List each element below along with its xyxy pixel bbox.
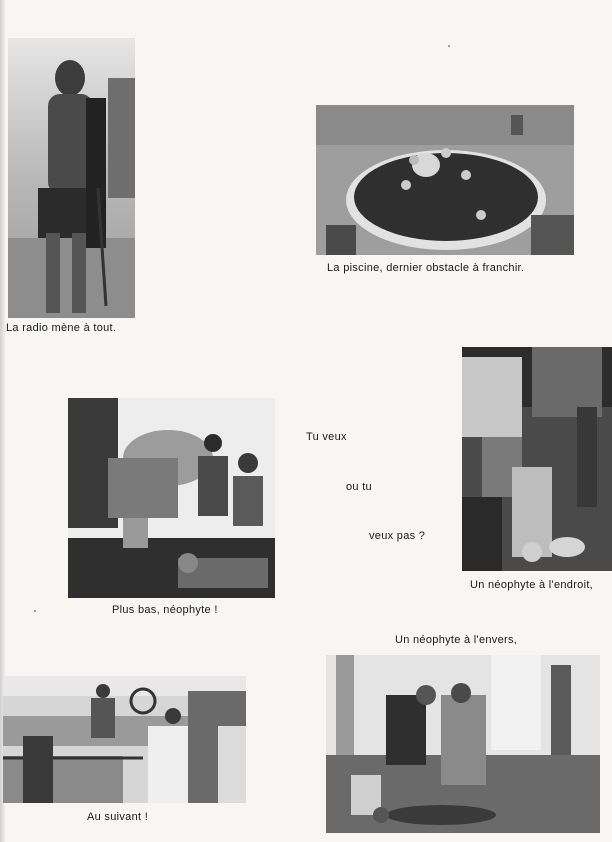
text-veux-pas: veux pas ? bbox=[369, 530, 426, 542]
photo-radio bbox=[8, 38, 135, 318]
photo-piscine-image bbox=[316, 105, 574, 255]
caption-suivant: Au suivant ! bbox=[87, 811, 149, 823]
photo-radio-image bbox=[8, 38, 135, 318]
photo-envers-image bbox=[326, 655, 600, 833]
photo-endroit bbox=[462, 347, 612, 571]
caption-endroit: Un néophyte à l'endroit, bbox=[470, 579, 594, 591]
paper-speck bbox=[34, 610, 36, 612]
photo-piscine bbox=[316, 105, 574, 255]
caption-envers: Un néophyte à l'envers, bbox=[395, 634, 518, 646]
photo-suivant-image bbox=[3, 676, 246, 803]
caption-plus-bas: Plus bas, néophyte ! bbox=[112, 604, 218, 616]
caption-radio: La radio mène à tout. bbox=[6, 322, 117, 334]
text-tu-veux: Tu veux bbox=[306, 431, 347, 443]
caption-piscine: La piscine, dernier obstacle à franchir. bbox=[327, 262, 525, 274]
photo-plus-bas-image bbox=[68, 398, 275, 598]
photo-envers bbox=[326, 655, 600, 833]
paper-speck bbox=[448, 45, 450, 47]
photo-plus-bas bbox=[68, 398, 275, 598]
text-ou-tu: ou tu bbox=[346, 481, 372, 493]
photo-suivant bbox=[3, 676, 246, 803]
photo-endroit-image bbox=[462, 347, 612, 571]
